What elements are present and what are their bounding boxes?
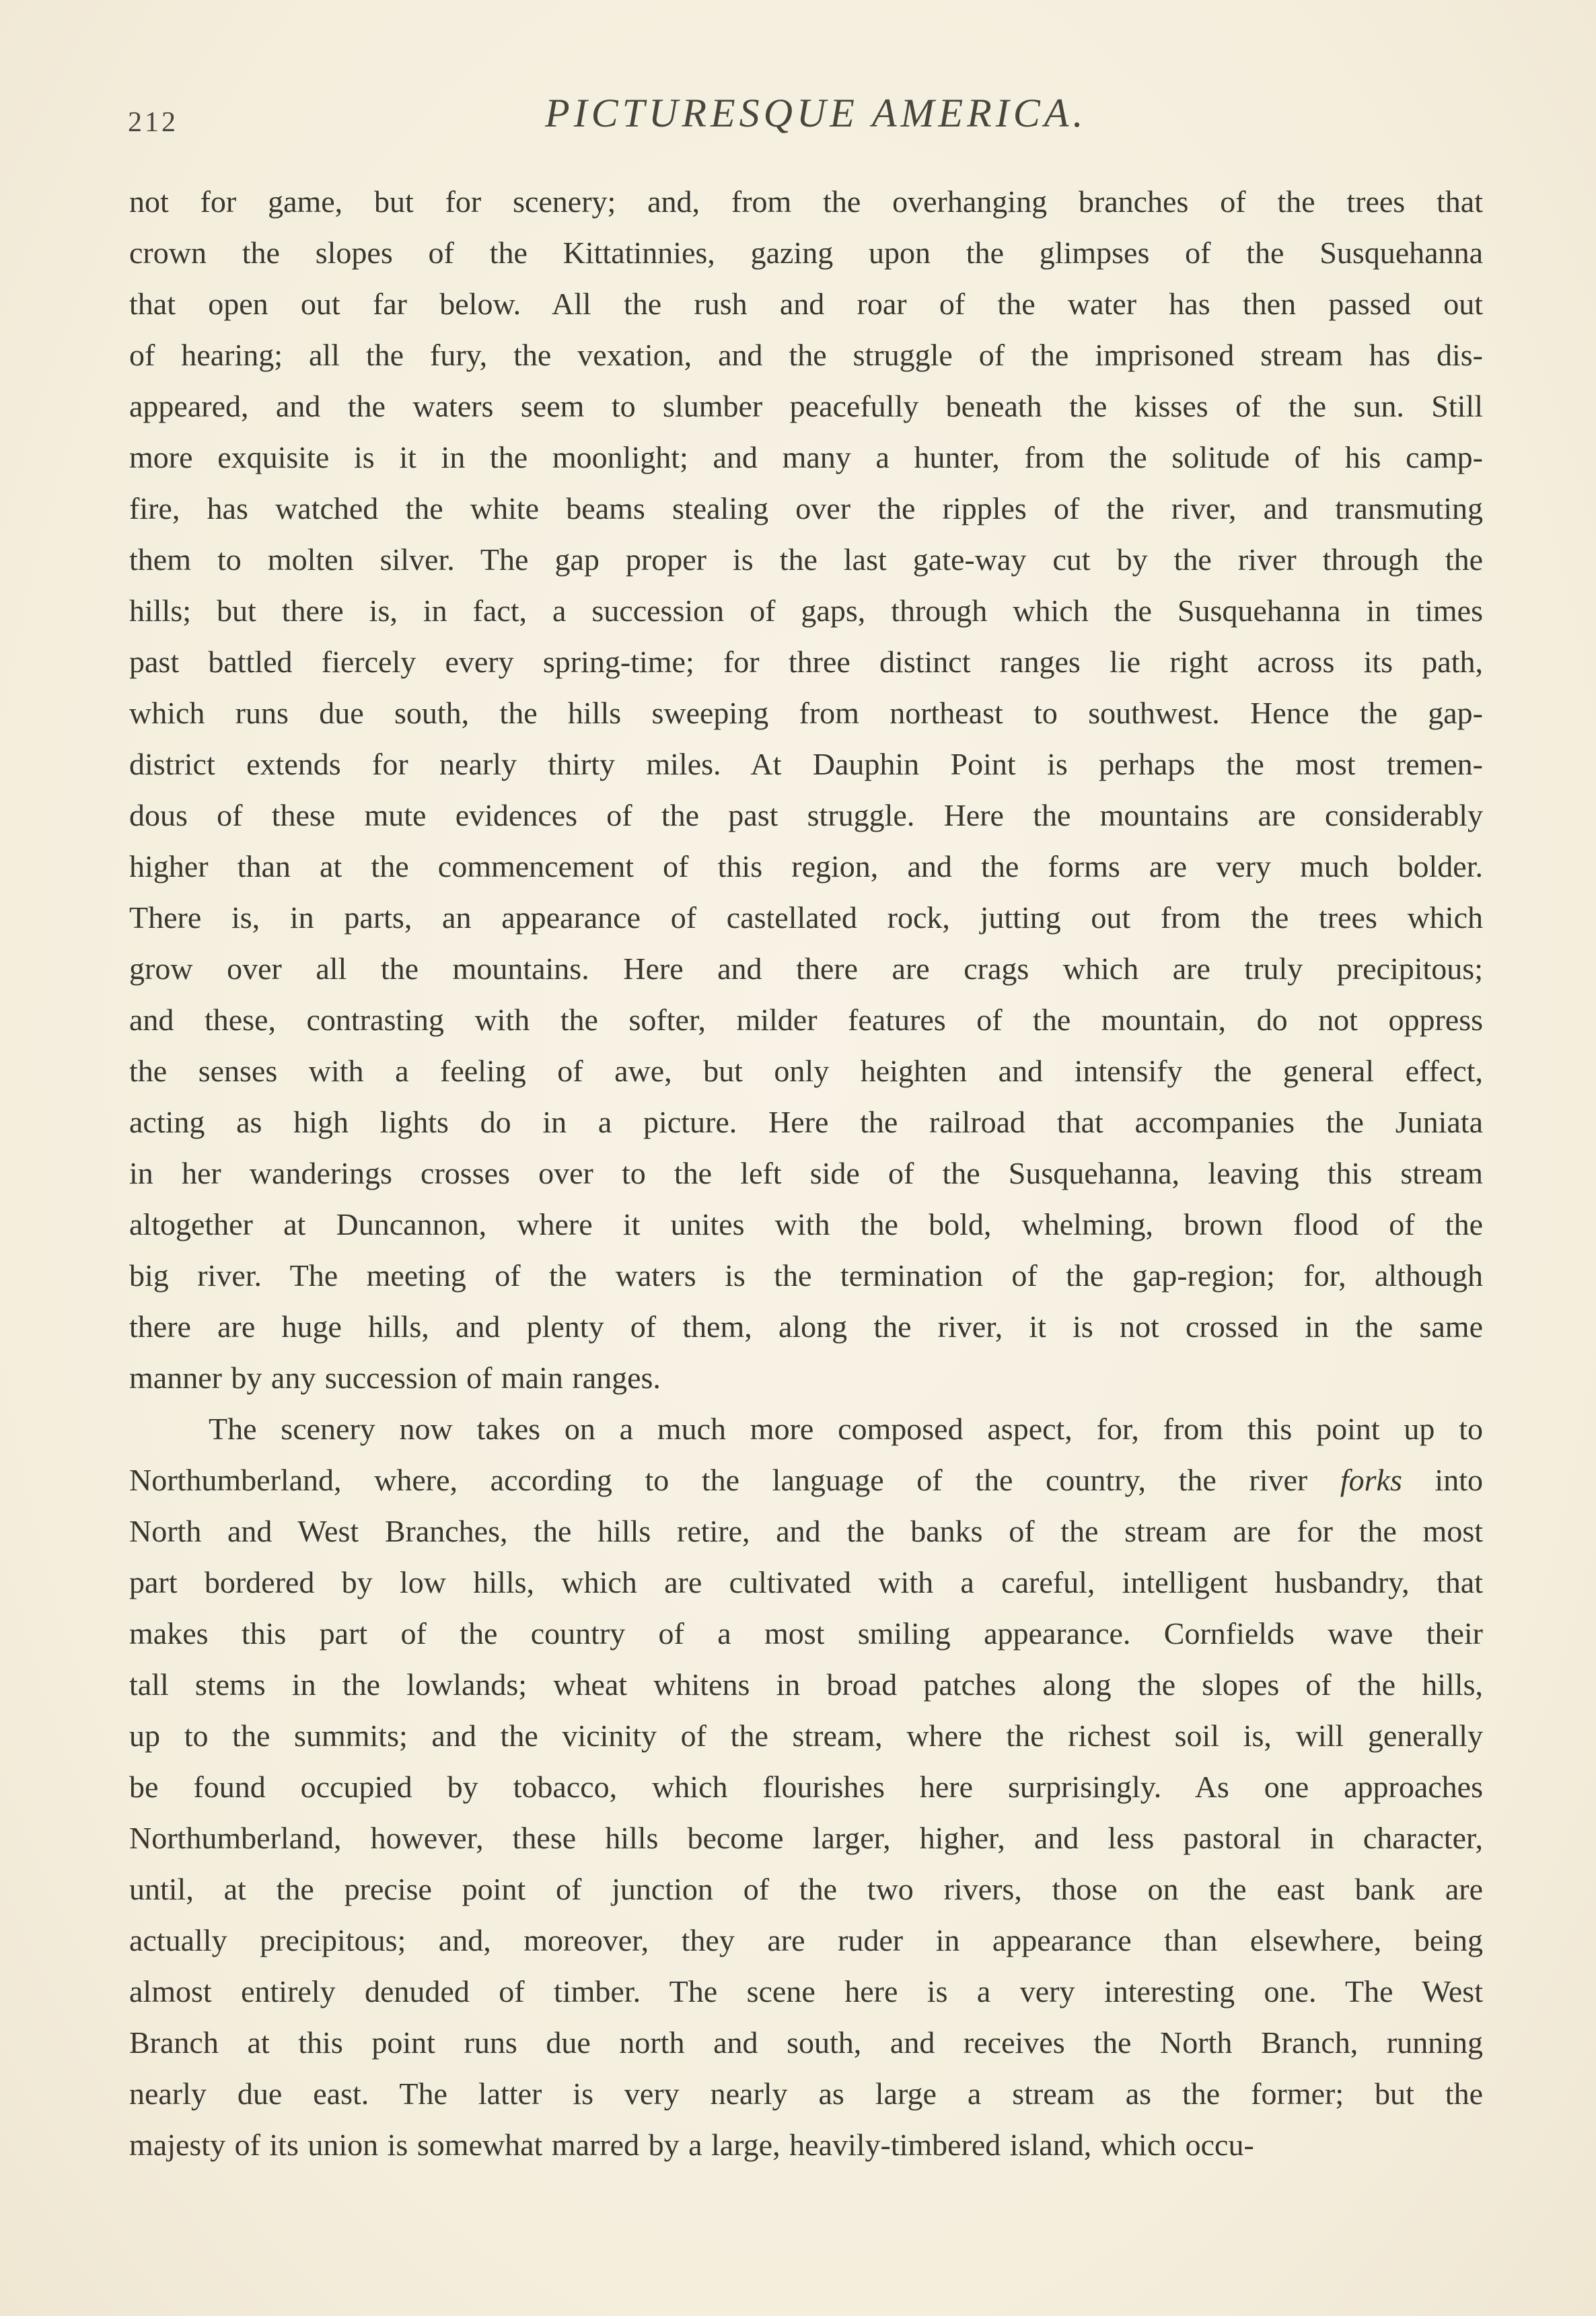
text-line: tall stems in the lowlands; wheat whitens in broad patches along the slopes of the hills,: [129, 1667, 1483, 1702]
text-line: There is, in parts, an appearance of castellated rock, jutting out from the trees which: [129, 900, 1483, 935]
text-line: until, at the precise point of junction of the two rivers, those on the east bank are: [129, 1872, 1483, 1906]
text-line: majesty of its union is somewhat marred by a large, heavily-timbered island, which occu-: [129, 2128, 1254, 2162]
text-line: part bordered by low hills, which are cultivated with a careful, intelligent husbandry, that: [129, 1565, 1483, 1599]
paragraph: [129, 1404, 1483, 2171]
text-line: be found occupied by tobacco, which flourishes here surprisingly. As one approaches: [129, 1770, 1483, 1804]
paragraph: [129, 176, 1483, 1404]
text-line: them to molten silver. The gap proper is the last gate-way cut by the river through the: [129, 542, 1483, 577]
text-line: that open out far below. All the rush and roar of the water has then passed out: [129, 287, 1483, 321]
text-line: appeared, and the waters seem to slumber peacefully beneath the kisses of the sun. Still: [129, 389, 1483, 423]
text-line: nearly due east. The latter is very nearly as large a stream as the former; but the: [129, 2076, 1483, 2111]
text-line: past battled fiercely every spring-time; for three distinct ranges lie right across its path,: [129, 645, 1483, 679]
text-line: actually precipitous; and, moreover, they are ruder in appearance than elsewhere, being: [129, 1923, 1483, 1957]
text-line: Northumberland, where, according to the language of the country, the river forks into: [129, 1463, 1483, 1497]
italic-word: forks: [1340, 1463, 1402, 1497]
text-line: crown the slopes of the Kittatinnies, gazing upon the glimpses of the Susquehanna: [129, 236, 1483, 270]
text-line: manner by any succession of main ranges.: [129, 1361, 661, 1395]
text-line: big river. The meeting of the waters is the termination of the gap-region; for, although: [129, 1258, 1483, 1293]
text-line: altogether at Duncannon, where it unites with the bold, whelming, brown flood of the: [129, 1207, 1483, 1241]
running-title: PICTURESQUE AMERICA.: [545, 91, 1087, 135]
text-line: of hearing; all the fury, the vexation, and the struggle of the imprisoned stream has dis-: [129, 338, 1483, 372]
text-line: not for game, but for scenery; and, from the overhanging branches of the trees that: [129, 184, 1483, 219]
text-line: The scenery now takes on a much more composed aspect, for, from this point up to: [209, 1412, 1483, 1446]
text-line: and these, contrasting with the softer, milder features of the mountain, do not oppress: [129, 1003, 1483, 1037]
text-line: acting as high lights do in a picture. Here the railroad that accompanies the Juniata: [129, 1105, 1483, 1139]
text-line: up to the summits; and the vicinity of the stream, where the richest soil is, will generally: [129, 1718, 1483, 1753]
text-line: higher than at the commencement of this region, and the forms are very much bolder.: [129, 849, 1483, 883]
text-line: grow over all the mountains. Here and there are crags which are truly precipitous;: [129, 951, 1483, 986]
text-line: there are huge hills, and plenty of them, along the river, it is not crossed in the same: [129, 1309, 1483, 1344]
body-text: [129, 176, 1483, 2171]
text-line: the senses with a feeling of awe, but only heighten and intensify the general effect,: [129, 1054, 1483, 1088]
text-line: hills; but there is, in fact, a succession of gaps, through which the Susquehanna in times: [129, 593, 1483, 628]
text-line: makes this part of the country of a most smiling appearance. Cornfields wave their: [129, 1616, 1483, 1651]
page-number: 212: [128, 107, 178, 138]
text-line: which runs due south, the hills sweeping from northeast to southwest. Hence the gap-: [129, 696, 1483, 730]
text-line: almost entirely denuded of timber. The scene here is a very interesting one. The West: [129, 1974, 1483, 2009]
text-line: more exquisite is it in the moonlight; and many a hunter, from the solitude of his camp-: [129, 440, 1483, 474]
text-line: dous of these mute evidences of the past struggle. Here the mountains are considerably: [129, 798, 1483, 832]
text-line: district extends for nearly thirty miles. At Dauphin Point is perhaps the most tremen-: [129, 747, 1483, 781]
text-line: North and West Branches, the hills retire, and the banks of the stream are for the most: [129, 1514, 1483, 1548]
text-line: fire, has watched the white beams stealing over the ripples of the river, and transmuting: [129, 491, 1483, 526]
running-head: [128, 87, 1487, 141]
text-line: Northumberland, however, these hills become larger, higher, and less pastoral in character,: [129, 1821, 1483, 1855]
text-line: Branch at this point runs due north and south, and receives the North Branch, running: [129, 2025, 1483, 2060]
text-line: in her wanderings crosses over to the left side of the Susquehanna, leaving this stream: [129, 1156, 1483, 1190]
